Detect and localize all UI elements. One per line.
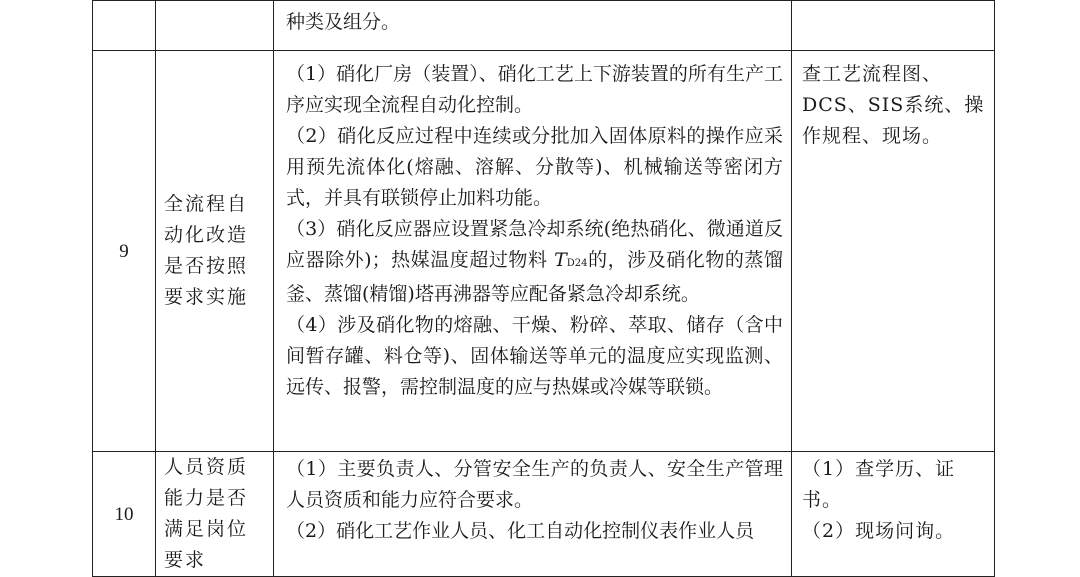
requirement-para-3-cont: 的，涉及硝化物的蒸馏釜、蒸馏(精馏)塔再沸器等应配备紧急冷却系统。: [286, 249, 783, 305]
row-number-cell: 9: [93, 51, 156, 452]
temperature-symbol: T: [554, 249, 567, 271]
requirement-para-1: （1）硝化厂房（装置）、硝化工艺上下游装置的所有生产工序应实现全流程自动化控制。: [286, 63, 783, 116]
method-cell: 查工艺流程图、DCS、SIS系统、操作规程、现场。: [792, 51, 995, 452]
table-row: [93, 452, 995, 577]
requirement-para-3-text: （3）硝化反应器应设置紧急冷却系统(绝热硝化、微通道反应器除外)；热媒温度超过物料: [286, 218, 783, 271]
requirement-cell: [274, 452, 792, 577]
method-item-1: （1）查学历、证书。: [802, 458, 956, 511]
method-cell: [792, 1, 995, 51]
requirement-text: 种类及组分。: [286, 11, 401, 33]
method-item-2: （2）现场问询。: [802, 520, 956, 542]
row-number-cell: [93, 1, 156, 51]
check-item-cell: [156, 1, 274, 51]
requirement-cell: [274, 1, 792, 51]
checklist-table: [92, 0, 995, 577]
requirement-cell: [274, 51, 792, 452]
check-item-cell: 人员资质能力是否满足岗位要求: [156, 452, 274, 577]
table-row: [93, 1, 995, 51]
temperature-subscript: D24: [566, 258, 588, 269]
requirement-para-4: （4）涉及硝化物的熔融、干燥、粉碎、萃取、储存（含中间暂存罐、料仓等)、固体输送等单元的温度应实现监测、远传、报警，需控制温度的应与热媒或冷媒等联锁。: [286, 314, 783, 398]
requirement-para-2: （2）硝化工艺作业人员、化工自动化控制仪表作业人员: [286, 520, 755, 542]
check-item-cell: 全流程自动化改造是否按照要求实施: [156, 51, 274, 452]
table-row: [93, 51, 995, 452]
inspection-table: [92, 0, 994, 571]
row-number-cell: 10: [93, 452, 156, 577]
requirement-para-1: （1）主要负责人、分管安全生产的负责人、安全生产管理人员资质和能力应符合要求。: [286, 458, 783, 511]
requirement-para-3: [286, 214, 783, 310]
requirement-para-2: （2）硝化反应过程中连续或分批加入固体原料的操作应采用预先流体化(熔融、溶解、分散等)、机械输送等密闭方式，并具有联锁停止加料功能。: [286, 125, 783, 209]
method-cell: [792, 452, 995, 577]
